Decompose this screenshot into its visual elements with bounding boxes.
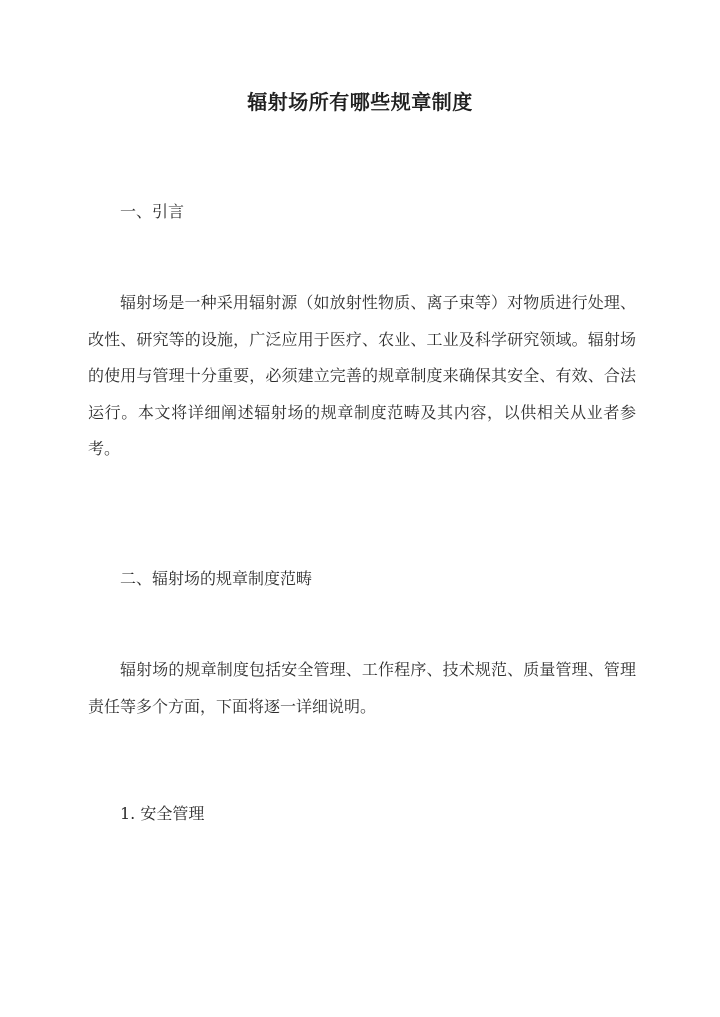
subsection-heading-safety-management: 1. 安全管理: [120, 804, 205, 823]
paragraph-introduction: 辐射场是一种采用辐射源（如放射性物质、离子束等）对物质进行处理、改性、研究等的设施，广泛应用于医疗、农业、工业及科学研究领域。辐射场的使用与管理十分重要，必须建立完善的规章制度来确保其安全、有效、合法运行。本文将详细阐述辐射场的规章制度范畴及其内容，以供相关从业者参考。: [88, 293, 636, 459]
section-heading-regulation-scope: 二、辐射场的规章制度范畴: [120, 569, 313, 588]
document-title: 辐射场所有哪些规章制度: [247, 90, 473, 114]
paragraph-regulation-scope: 辐射场的规章制度包括安全管理、工作程序、技术规范、质量管理、管理责任等多个方面，下面将逐一详细说明。: [88, 660, 636, 716]
section-heading-introduction: 一、引言: [120, 202, 185, 221]
